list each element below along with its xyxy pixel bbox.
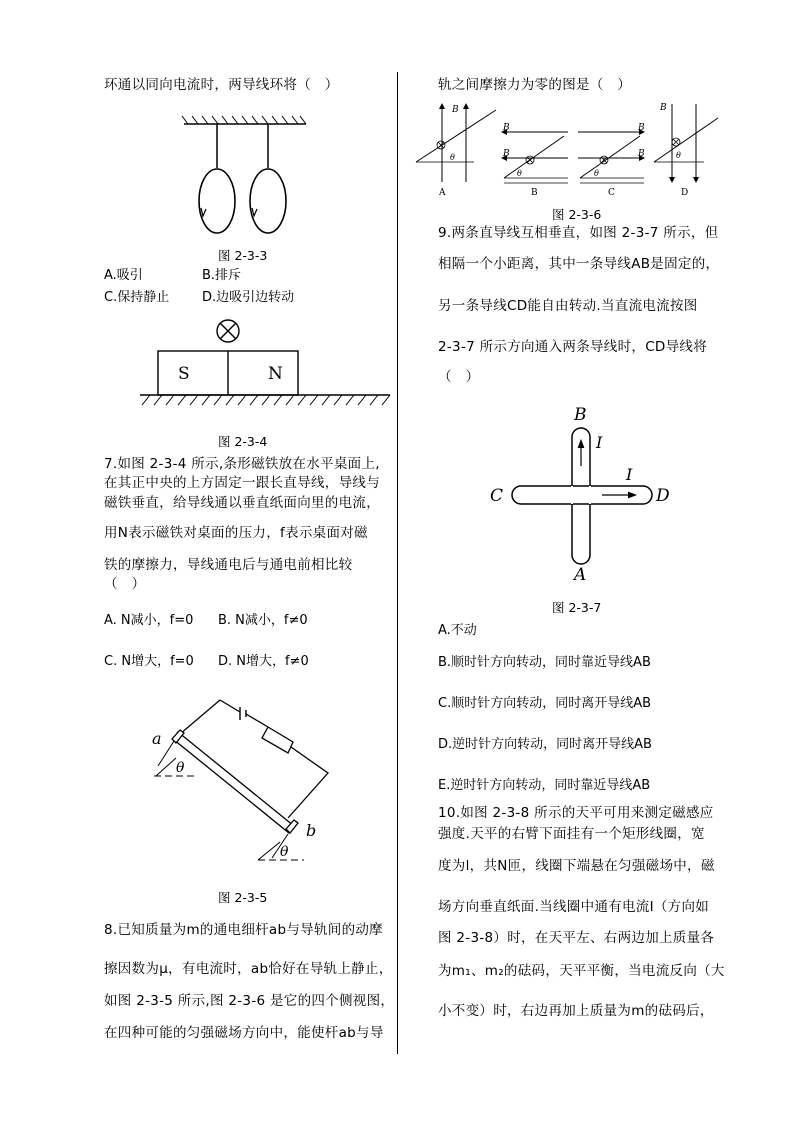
q9-line-1: 9.两条直导线互相垂直，如图 2-3-7 所示，但 xyxy=(438,225,719,241)
q9-option-b: B.顺时针方向转动，同时靠近导线AB xyxy=(438,655,651,670)
q7-option-b: B. N减小，f≠0 xyxy=(218,613,308,628)
wire-label-d: D xyxy=(656,486,670,506)
q8-line-3: 如图 2-3-5 所示,图 2-3-6 是它的四个侧视图， xyxy=(104,993,395,1009)
svg-text:B: B xyxy=(638,123,645,133)
q8-line-1: 8.已知质量为m的通电细杆ab与导轨间的动摩 xyxy=(104,922,383,938)
side-view-a-label: A xyxy=(439,188,446,198)
q9-line-4: 2-3-7 所示方向通入两条导线时，CD导线将 xyxy=(438,339,708,355)
figure-2-3-7 xyxy=(490,404,680,586)
figure-2-3-3 xyxy=(180,116,310,241)
q7-line-2: 在其正中央的上方固定一跟长直导线，导线与 xyxy=(104,475,380,491)
svg-text:B: B xyxy=(503,149,510,159)
q9-option-e: E.逆时针方向转动，同时靠近导线AB xyxy=(438,778,651,793)
figure-2-3-6 xyxy=(414,100,726,198)
q10-line-7: 小不变）时，右边再加上质量为m的砝码后， xyxy=(438,1003,714,1019)
q9-line-5: （ ） xyxy=(438,369,480,385)
q7-option-c: C. N增大，f=0 xyxy=(104,654,194,669)
q9-option-d: D.逆时针方向转动，同时离开导线AB xyxy=(438,737,652,752)
wire-label-c: C xyxy=(490,486,504,506)
q9-line-2: 相隔一个小距离，其中一条导线AB是固定的， xyxy=(438,256,720,272)
q8-line-4: 在四种可能的匀强磁场方向中，能使杆ab与导 xyxy=(104,1025,384,1041)
side-view-b-label: B xyxy=(531,188,538,198)
figure-2-3-5-caption: 图 2-3-5 xyxy=(218,890,268,905)
q7-option-a: A. N减小，f=0 xyxy=(104,613,194,628)
svg-text:θ: θ xyxy=(676,151,681,160)
magnet-n-label: N xyxy=(268,364,283,384)
q10-line-3: 度为l，共N匝，线圈下端悬在匀强磁场中，磁 xyxy=(438,858,715,874)
figure-2-3-7-caption: 图 2-3-7 xyxy=(552,600,602,615)
q10-line-4: 场方向垂直纸面.当线圈中通有电流I（方向如 xyxy=(438,899,710,915)
figure-2-3-6-caption: 图 2-3-6 xyxy=(552,207,602,222)
q7-line-4: 用N表示磁铁对桌面的压力，f表示桌面对磁 xyxy=(104,525,368,541)
q9-line-3: 另一条导线CD能自由转动.当直流电流按图 xyxy=(438,298,698,314)
svg-text:B: B xyxy=(452,105,459,115)
svg-text:θ: θ xyxy=(450,153,455,162)
theta-a-label: θ xyxy=(176,760,185,776)
svg-text:θ: θ xyxy=(517,169,522,178)
q10-line-2: 强度.天平的右臂下面挂有一个矩形线圈，宽 xyxy=(438,826,705,842)
figure-2-3-4 xyxy=(138,318,398,408)
q10-line-6: 为m₁、m₂的砝码，天平平衡，当电流反向（大 xyxy=(438,963,725,979)
q6-option-d: D.边吸引边转动 xyxy=(202,290,295,305)
q7-line-5: 铁的摩擦力，导线通电后与通电前相比较 xyxy=(104,557,353,573)
wire-label-a: A xyxy=(574,565,587,585)
q7-line-1: 7.如图 2-3-4 所示,条形磁铁放在水平桌面上, xyxy=(104,456,380,472)
theta-b-label: θ xyxy=(280,844,289,860)
q7-line-3: 磁铁垂直，给导线通以垂直纸面向里的电流， xyxy=(104,495,380,511)
side-view-d xyxy=(654,103,718,198)
q6-tail-text: 环通以同向电流时，两导线环将（ ） xyxy=(104,77,339,93)
q9-option-c: C.顺时针方向转动，同时离开导线AB xyxy=(438,696,652,711)
q8-tail-text: 轨之间摩擦力为零的图是（ ） xyxy=(438,77,632,93)
label-a: a xyxy=(152,729,162,748)
wire-label-b: B xyxy=(574,405,587,425)
magnet-s-label: S xyxy=(178,364,190,384)
figure-2-3-3-caption: 图 2-3-3 xyxy=(218,248,268,263)
current-label-ab: I xyxy=(596,433,603,452)
side-view-c xyxy=(578,123,645,198)
side-view-b xyxy=(502,123,568,198)
q10-line-5: 图 2-3-8）时，在天平左、右两边加上质量各 xyxy=(438,930,715,946)
svg-text:B: B xyxy=(660,103,667,113)
svg-text:θ: θ xyxy=(594,169,599,178)
q7-option-d: D. N增大，f≠0 xyxy=(218,654,309,669)
q8-line-2: 擦因数为μ，有电流时，ab恰好在导轨上静止， xyxy=(104,961,393,977)
figure-2-3-5 xyxy=(148,690,338,870)
q6-option-b: B.排斥 xyxy=(202,268,242,283)
side-view-c-label: C xyxy=(608,188,615,198)
q7-line-6: （ ） xyxy=(104,576,146,592)
right-column xyxy=(400,0,794,1123)
svg-text:B: B xyxy=(638,149,645,159)
label-b: b xyxy=(306,821,317,840)
q6-option-a: A.吸引 xyxy=(104,268,143,283)
figure-2-3-4-caption: 图 2-3-4 xyxy=(218,434,268,449)
side-view-a xyxy=(416,104,496,198)
current-label-cd: I xyxy=(626,465,633,484)
q6-option-c: C.保持静止 xyxy=(104,290,170,305)
q9-option-a: A.不动 xyxy=(438,623,477,638)
q10-line-1: 10.如图 2-3-8 所示的天平可用来测定磁感应 xyxy=(438,805,714,821)
svg-text:B: B xyxy=(503,123,510,133)
side-view-d-label: D xyxy=(681,188,689,198)
